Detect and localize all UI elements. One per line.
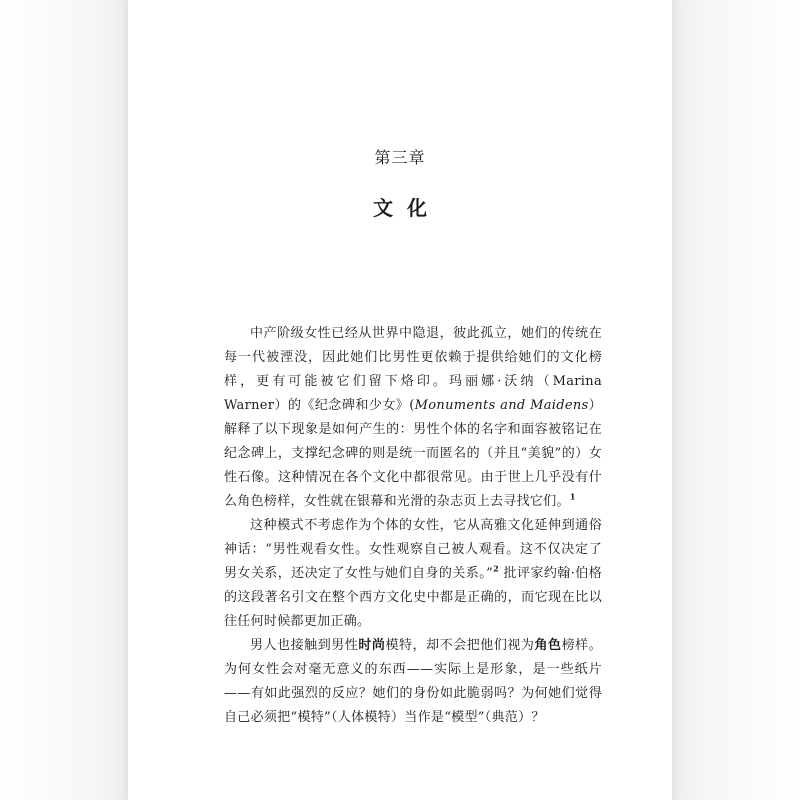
paragraph-2 bbox=[224, 514, 602, 634]
chapter-title: 文化 bbox=[373, 196, 441, 220]
body-text bbox=[224, 322, 602, 730]
book-title-italic: Monuments and Maidens bbox=[414, 398, 589, 413]
paragraph-3-text-c: 榜样。为何女性会对毫无意义的东西——实际上是形象，是一些纸片——有如此强烈的反应？她们的身份如此脆弱吗？为何她们觉得自己必须把“模特”（人体模特）当作是“模型”（典范）？ bbox=[224, 638, 602, 725]
paragraph-3 bbox=[224, 634, 602, 730]
chapter-number: 第三章 bbox=[374, 148, 426, 167]
paragraph-1 bbox=[224, 322, 602, 514]
paragraph-1-text-a: 中产阶级女性已经从世界中隐退，彼此孤立，她们的传统在每一代被湮没，因此她们比男性更依赖于提供给她们的文化榜样，更有可能被它们留下烙印。玛丽娜·沃纳（Marina Warner）的《纪念碑和少女》( bbox=[224, 326, 602, 413]
emphasis-fashion: 时尚 bbox=[358, 638, 386, 653]
page-gutter-left bbox=[0, 0, 128, 800]
paragraph-1-text-b: ）解释了以下现象是如何产生的：男性个体的名字和面容被铭记在纪念碑上，支撑纪念碑的则是统一而匿名的（并且“美貌”的）女性石像。这种情况在各个文化中都很常见。由于世上几乎没有什么角色榜样，女性就在银幕和光滑的杂志页上去寻找它们。 bbox=[224, 398, 602, 509]
paragraph-2-text-b: 批评家约翰·伯格的这段著名引文在整个西方文化史中都是正确的，而它现在比以往任何时候都更加正确。 bbox=[224, 566, 602, 629]
page-gutter-right bbox=[672, 0, 800, 800]
book-page bbox=[128, 0, 672, 800]
paragraph-2-text-a: 这种模式不考虑作为个体的女性，它从高雅文化延伸到通俗神话：“男性观看女性。女性观察自己被人观看。这不仅决定了男女关系，还决定了女性与她们自身的关系。” bbox=[224, 518, 602, 581]
footnote-marker-1[interactable]: 1 bbox=[569, 491, 576, 502]
paragraph-3-text-b: 模特，却不会把他们视为 bbox=[385, 638, 535, 653]
emphasis-role: 角色 bbox=[534, 638, 562, 653]
footnote-marker-2[interactable]: 2 bbox=[493, 563, 499, 574]
paragraph-3-text-a: 男人也接触到男性 bbox=[250, 638, 359, 653]
